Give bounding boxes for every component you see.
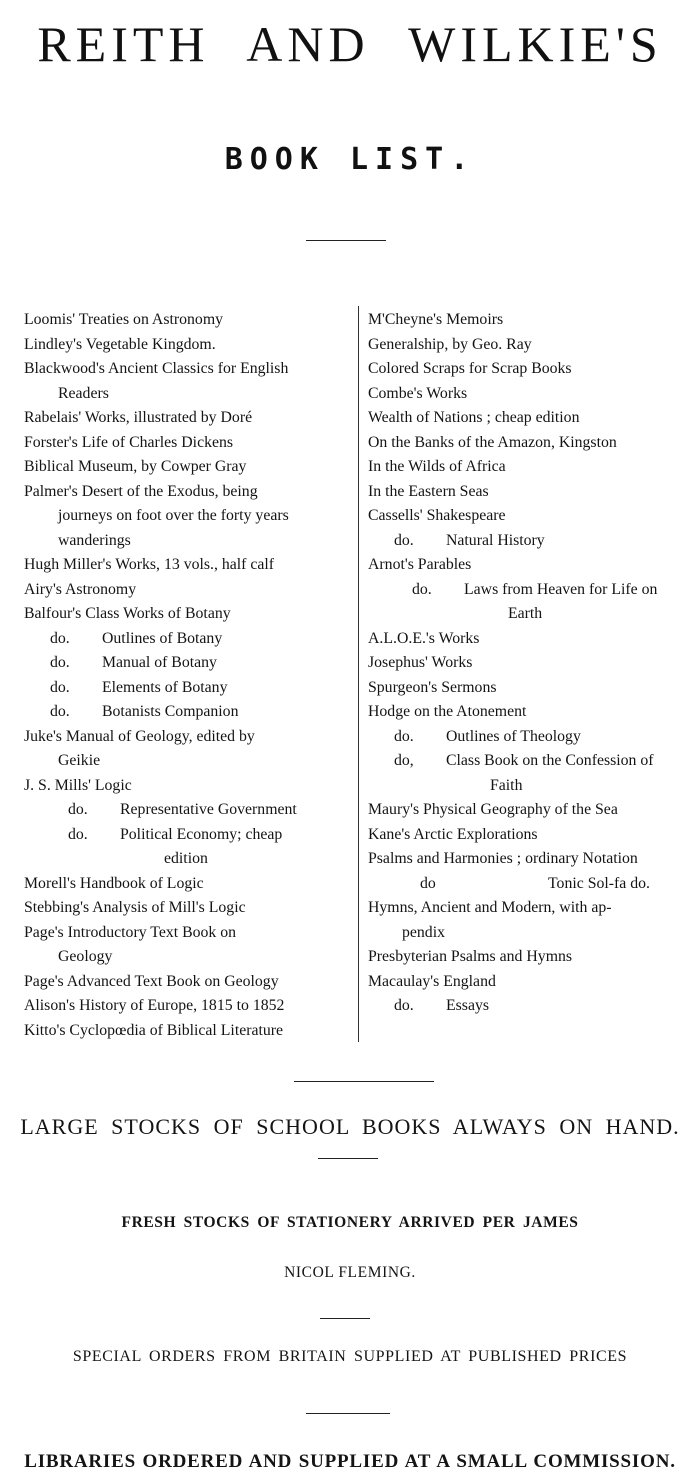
section-rule — [306, 1413, 390, 1414]
book-title: Botanists Companion — [102, 703, 239, 720]
book-entry — [368, 847, 694, 872]
section-rule — [318, 1158, 378, 1159]
book-entry — [368, 749, 694, 798]
book-title: Essays — [446, 997, 490, 1014]
book-title-continuation: Faith — [490, 776, 523, 794]
book-title: Maury's Physical Geography of the Sea — [368, 801, 618, 818]
book-entry — [24, 896, 352, 921]
page-title: REITH AND WILKIE'S — [37, 16, 663, 72]
book-title: Page's Introductory Text Book on — [24, 923, 237, 941]
book-title: Stebbing's Analysis of Mill's Logic — [24, 899, 246, 916]
book-title-continuation: wanderings — [58, 531, 131, 549]
ditto-mark: do. — [394, 997, 414, 1014]
school-books-banner: LARGE STOCKS OF SCHOOL BOOKS ALWAYS ON HAND. — [20, 1114, 680, 1139]
book-entry — [24, 480, 352, 554]
book-entry — [24, 921, 352, 970]
book-title: Spurgeon's Sermons — [368, 678, 497, 696]
book-entry — [368, 823, 694, 848]
book-title-continuation: Readers — [58, 384, 109, 402]
book-title: Macaulay's England — [368, 972, 496, 990]
book-title: Representative Government — [120, 801, 297, 818]
book-title: Class Book on the Confession of — [446, 752, 654, 769]
book-entry — [368, 406, 694, 431]
book-title: Blackwood's Ancient Classics for English — [24, 360, 289, 377]
book-title: Hugh Miller's Works, 13 vols., half calf — [24, 556, 275, 573]
ditto-mark: do. — [50, 654, 70, 671]
book-title: Airy's Astronomy — [24, 580, 137, 598]
book-title: Hymns, Ancient and Modern, with ap- — [368, 899, 612, 916]
special-orders-banner: SPECIAL ORDERS FROM BRITAIN SUPPLIED AT PUBLISHED PRICES — [72, 1348, 628, 1365]
book-entry — [368, 798, 694, 823]
book-entry — [368, 504, 694, 529]
book-title: Outlines of Theology — [446, 727, 581, 745]
book-entry — [368, 970, 694, 995]
book-title: Cassells' Shakespeare — [368, 507, 506, 524]
book-entry — [368, 529, 694, 554]
book-title: In the Eastern Seas — [368, 482, 489, 500]
book-entry — [24, 651, 352, 676]
book-title: Tonic Sol-fa do. — [548, 874, 650, 892]
book-entry — [368, 357, 694, 382]
book-title-continuation: Geikie — [58, 752, 101, 769]
book-title: A.L.O.E.'s Works — [368, 629, 480, 647]
stationery-notice-line1: FRESH STOCKS OF STATIONERY ARRIVED PER JAMES — [121, 1214, 579, 1231]
book-title: Presbyterian Psalms and Hymns — [368, 948, 573, 965]
header-rule — [306, 240, 386, 241]
book-entry — [24, 823, 352, 872]
book-title: Colored Scraps for Scrap Books — [368, 360, 572, 377]
book-title: Rabelais' Works, illustrated by Doré — [24, 409, 253, 426]
book-entry — [368, 725, 694, 750]
ditto-mark: do. — [394, 727, 414, 745]
book-entry — [24, 602, 352, 627]
book-entry — [368, 382, 694, 407]
book-title: In the Wilds of Africa — [368, 458, 506, 475]
book-title: Natural History — [446, 531, 545, 549]
book-entry — [24, 333, 352, 358]
column-divider — [358, 306, 359, 1042]
book-title: Lindley's Vegetable Kingdom. — [24, 335, 216, 353]
book-title-continuation: Geology — [58, 948, 113, 965]
book-title: On the Banks of the Amazon, Kingston — [368, 433, 617, 451]
book-entry — [368, 676, 694, 701]
book-entry — [368, 308, 694, 333]
book-title: Outlines of Botany — [102, 629, 223, 647]
book-entry — [24, 578, 352, 603]
book-entry — [368, 651, 694, 676]
right-book-column — [368, 308, 694, 1019]
ditto-mark: do. — [50, 703, 70, 720]
book-title: Hodge on the Atonement — [368, 703, 527, 720]
book-entry — [24, 627, 352, 652]
book-title: M'Cheyne's Memoirs — [368, 311, 504, 328]
ditto-mark: do. — [68, 825, 88, 843]
section-rule — [320, 1318, 370, 1319]
book-entry — [368, 700, 694, 725]
book-title: J. S. Mills' Logic — [24, 776, 132, 794]
book-title: Manual of Botany — [102, 654, 217, 671]
book-title: Loomis' Treaties on Astronomy — [24, 311, 224, 328]
book-title: Forster's Life of Charles Dickens — [24, 433, 234, 451]
libraries-banner: LIBRARIES ORDERED AND SUPPLIED AT A SMALL COMMISSION. — [24, 1451, 676, 1472]
book-entry — [24, 455, 352, 480]
book-entry — [368, 994, 694, 1019]
book-title: Palmer's Desert of the Exodus, being — [24, 482, 258, 500]
book-entry — [24, 308, 352, 333]
book-title: Kane's Arctic Explorations — [368, 825, 538, 843]
book-entry — [24, 700, 352, 725]
ditto-mark: do, — [394, 752, 414, 769]
book-entry — [368, 480, 694, 505]
book-title: Page's Advanced Text Book on Geology — [24, 972, 279, 990]
book-title: Morell's Handbook of Logic — [24, 874, 204, 892]
book-entry — [24, 553, 352, 578]
book-entry — [368, 896, 694, 945]
book-entry — [368, 333, 694, 358]
ditto-mark: do. — [68, 801, 88, 818]
ditto-mark: do. — [50, 629, 70, 647]
book-entry — [24, 676, 352, 701]
ditto-mark: do — [420, 874, 436, 892]
stationery-notice-line2: NICOL FLEMING. — [284, 1264, 416, 1281]
book-title: Political Economy; cheap — [120, 825, 283, 843]
book-entry — [368, 872, 694, 897]
book-title: Kitto's Cyclopœdia of Biblical Literature — [24, 1021, 284, 1039]
book-title: Laws from Heaven for Life on — [464, 580, 658, 598]
book-entry — [24, 725, 352, 774]
book-title: Generalship, by Geo. Ray — [368, 335, 532, 353]
book-title: Biblical Museum, by Cowper Gray — [24, 458, 247, 475]
book-entry — [24, 357, 352, 406]
book-entry — [368, 578, 694, 627]
left-book-column — [24, 308, 352, 1043]
book-title: Juke's Manual of Geology, edited by — [24, 727, 255, 745]
book-entry — [24, 994, 352, 1019]
book-entry — [24, 1019, 352, 1044]
book-title: Elements of Botany — [102, 678, 228, 696]
book-entry — [368, 455, 694, 480]
book-list-heading: BOOK LIST. — [224, 142, 476, 177]
book-entry — [24, 872, 352, 897]
book-title: Balfour's Class Works of Botany — [24, 605, 231, 622]
book-title: Combe's Works — [368, 384, 468, 402]
book-title-continuation: edition — [164, 850, 208, 867]
book-entry — [24, 774, 352, 799]
book-title: Arnot's Parables — [368, 556, 472, 573]
book-entry — [24, 798, 352, 823]
book-title-continuation: Earth — [508, 605, 543, 622]
book-entry — [368, 945, 694, 970]
book-title-continuation: pendix — [402, 923, 445, 941]
ditto-mark: do. — [394, 531, 414, 549]
book-entry — [24, 406, 352, 431]
ditto-mark: do. — [412, 580, 432, 598]
ditto-mark: do. — [50, 678, 70, 696]
book-title-continuation: journeys on foot over the forty years — [58, 507, 289, 524]
book-entry — [368, 627, 694, 652]
book-title: Psalms and Harmonies ; ordinary Notation — [368, 850, 638, 867]
book-title: Josephus' Works — [368, 654, 473, 671]
book-entry — [24, 970, 352, 995]
book-entry — [368, 431, 694, 456]
book-entry — [24, 431, 352, 456]
book-title: Wealth of Nations ; cheap edition — [368, 409, 580, 426]
book-title: Alison's History of Europe, 1815 to 1852 — [24, 997, 285, 1014]
book-entry — [368, 553, 694, 578]
section-rule — [294, 1081, 434, 1082]
